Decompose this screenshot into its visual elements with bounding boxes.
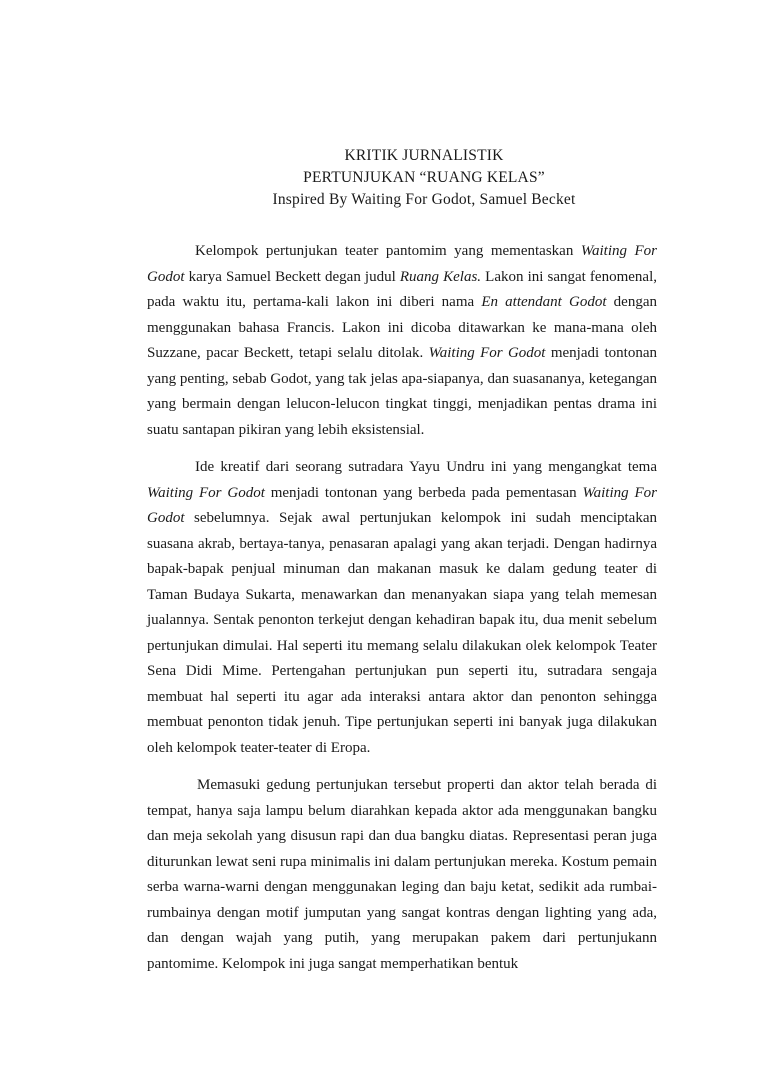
paragraph-text: Memasuki gedung pertunjukan tersebut properti dan aktor telah berada di tempat, hanya saja lampu belum diarahkan kepada aktor ada menggunakan bangku dan meja sekolah yang disusun rapi dan dua bangku diatas. Representasi peran juga diturunkan lewat seni rupa minimalis ini dalam pertunjukan mereka. Kostum pemain serba warna-warni dengan menggunakan leging dan baju ketat, sedikit ada rumbai-rumbainya dengan motif jumputan yang sangat kontras dengan lighting yang ada, dan dengan wajah yang putih, yang merupakan pakem dari pertunjukann pantomime. Kelompok ini juga sangat memperhatikan bentuk xyxy=(147,777,657,972)
paragraph-1 xyxy=(147,239,657,443)
article-body xyxy=(147,239,657,989)
paragraph-text: Ide kreatif dari seorang sutradara Yayu Undru ini yang mengangkat tema xyxy=(195,459,657,475)
paragraph-2 xyxy=(147,455,657,761)
paragraph-text: menjadi tontonan yang berbeda pada pementasan xyxy=(264,484,583,501)
heading-inspiration: Inspired By Waiting For Godot, Samuel Becket xyxy=(272,191,576,208)
paragraph-text: menjadi tontonan yang penting, sebab Godot, yang tak jelas apa-siapanya, dan suasananya, ketegangan yang bermain dengan lelucon-lelucon tingkat tinggi, menjadikan pentas drama ini suatu santapan pikiran yang lebih eksistensial. xyxy=(147,345,657,438)
italic-title-text: Waiting For Godot xyxy=(147,484,265,501)
italic-title-text: Waiting For Godot xyxy=(428,345,546,361)
paragraph-text: Lakon ini sangat fenomenal, pada waktu itu, pertama-kali lakon ini diberi nama xyxy=(147,268,657,310)
heading-subtitle: PERTUNJUKAN “RUANG KELAS” xyxy=(303,169,545,186)
paragraph-text: karya Samuel Beckett degan judul xyxy=(184,268,400,285)
italic-title-text: Waiting For Godot xyxy=(147,484,657,526)
paragraph-3 xyxy=(147,773,657,977)
italic-title-text: Waiting For Godot xyxy=(147,243,658,285)
paragraph-text: Kelompok pertunjukan teater pantomim yang mementaskan xyxy=(195,243,581,259)
italic-title-text: Ruang Kelas. xyxy=(399,268,482,285)
paragraph-text: sebelumnya. Sejak awal pertunjukan kelompok ini sudah menciptakan suasana akrab, bertaya-tanya, penasaran apalagi yang akan terjadi. Dengan hadirnya bapak-bapak penjual minuman dan makanan masuk ke dalam gedung teater di Taman Budaya Sukarta, menawarkan dan menanyakan siapa yang telah memesan jualannya. Sentak penonton terkejut dengan kehadiran bapak itu, dua menit sebelum pertunjukan dimulai. Hal seperti itu memang selalu dilakukan olek kelompok Teater Sena Didi Mime. Pertengahan pertunjukan pun seperti itu, sutradara sengaja membuat hal seperti itu agar ada interaksi antara aktor dan penonton sehingga membuat penonton tidak jenuh. Tipe pertunjukan seperti ini banyak juga dilakukan oleh kelompok teater-teater di Eropa. xyxy=(147,510,657,756)
heading-title: KRITIK JURNALISTIK xyxy=(344,147,504,164)
document-heading xyxy=(0,145,768,211)
italic-title-text: En attendant Godot xyxy=(481,294,607,310)
paragraph-text: dengan menggunakan bahasa Francis. Lakon ini dicoba ditawarkan ke mana-mana oleh Suzzane, pacar Beckett, tetapi selalu ditolak. xyxy=(147,294,658,361)
